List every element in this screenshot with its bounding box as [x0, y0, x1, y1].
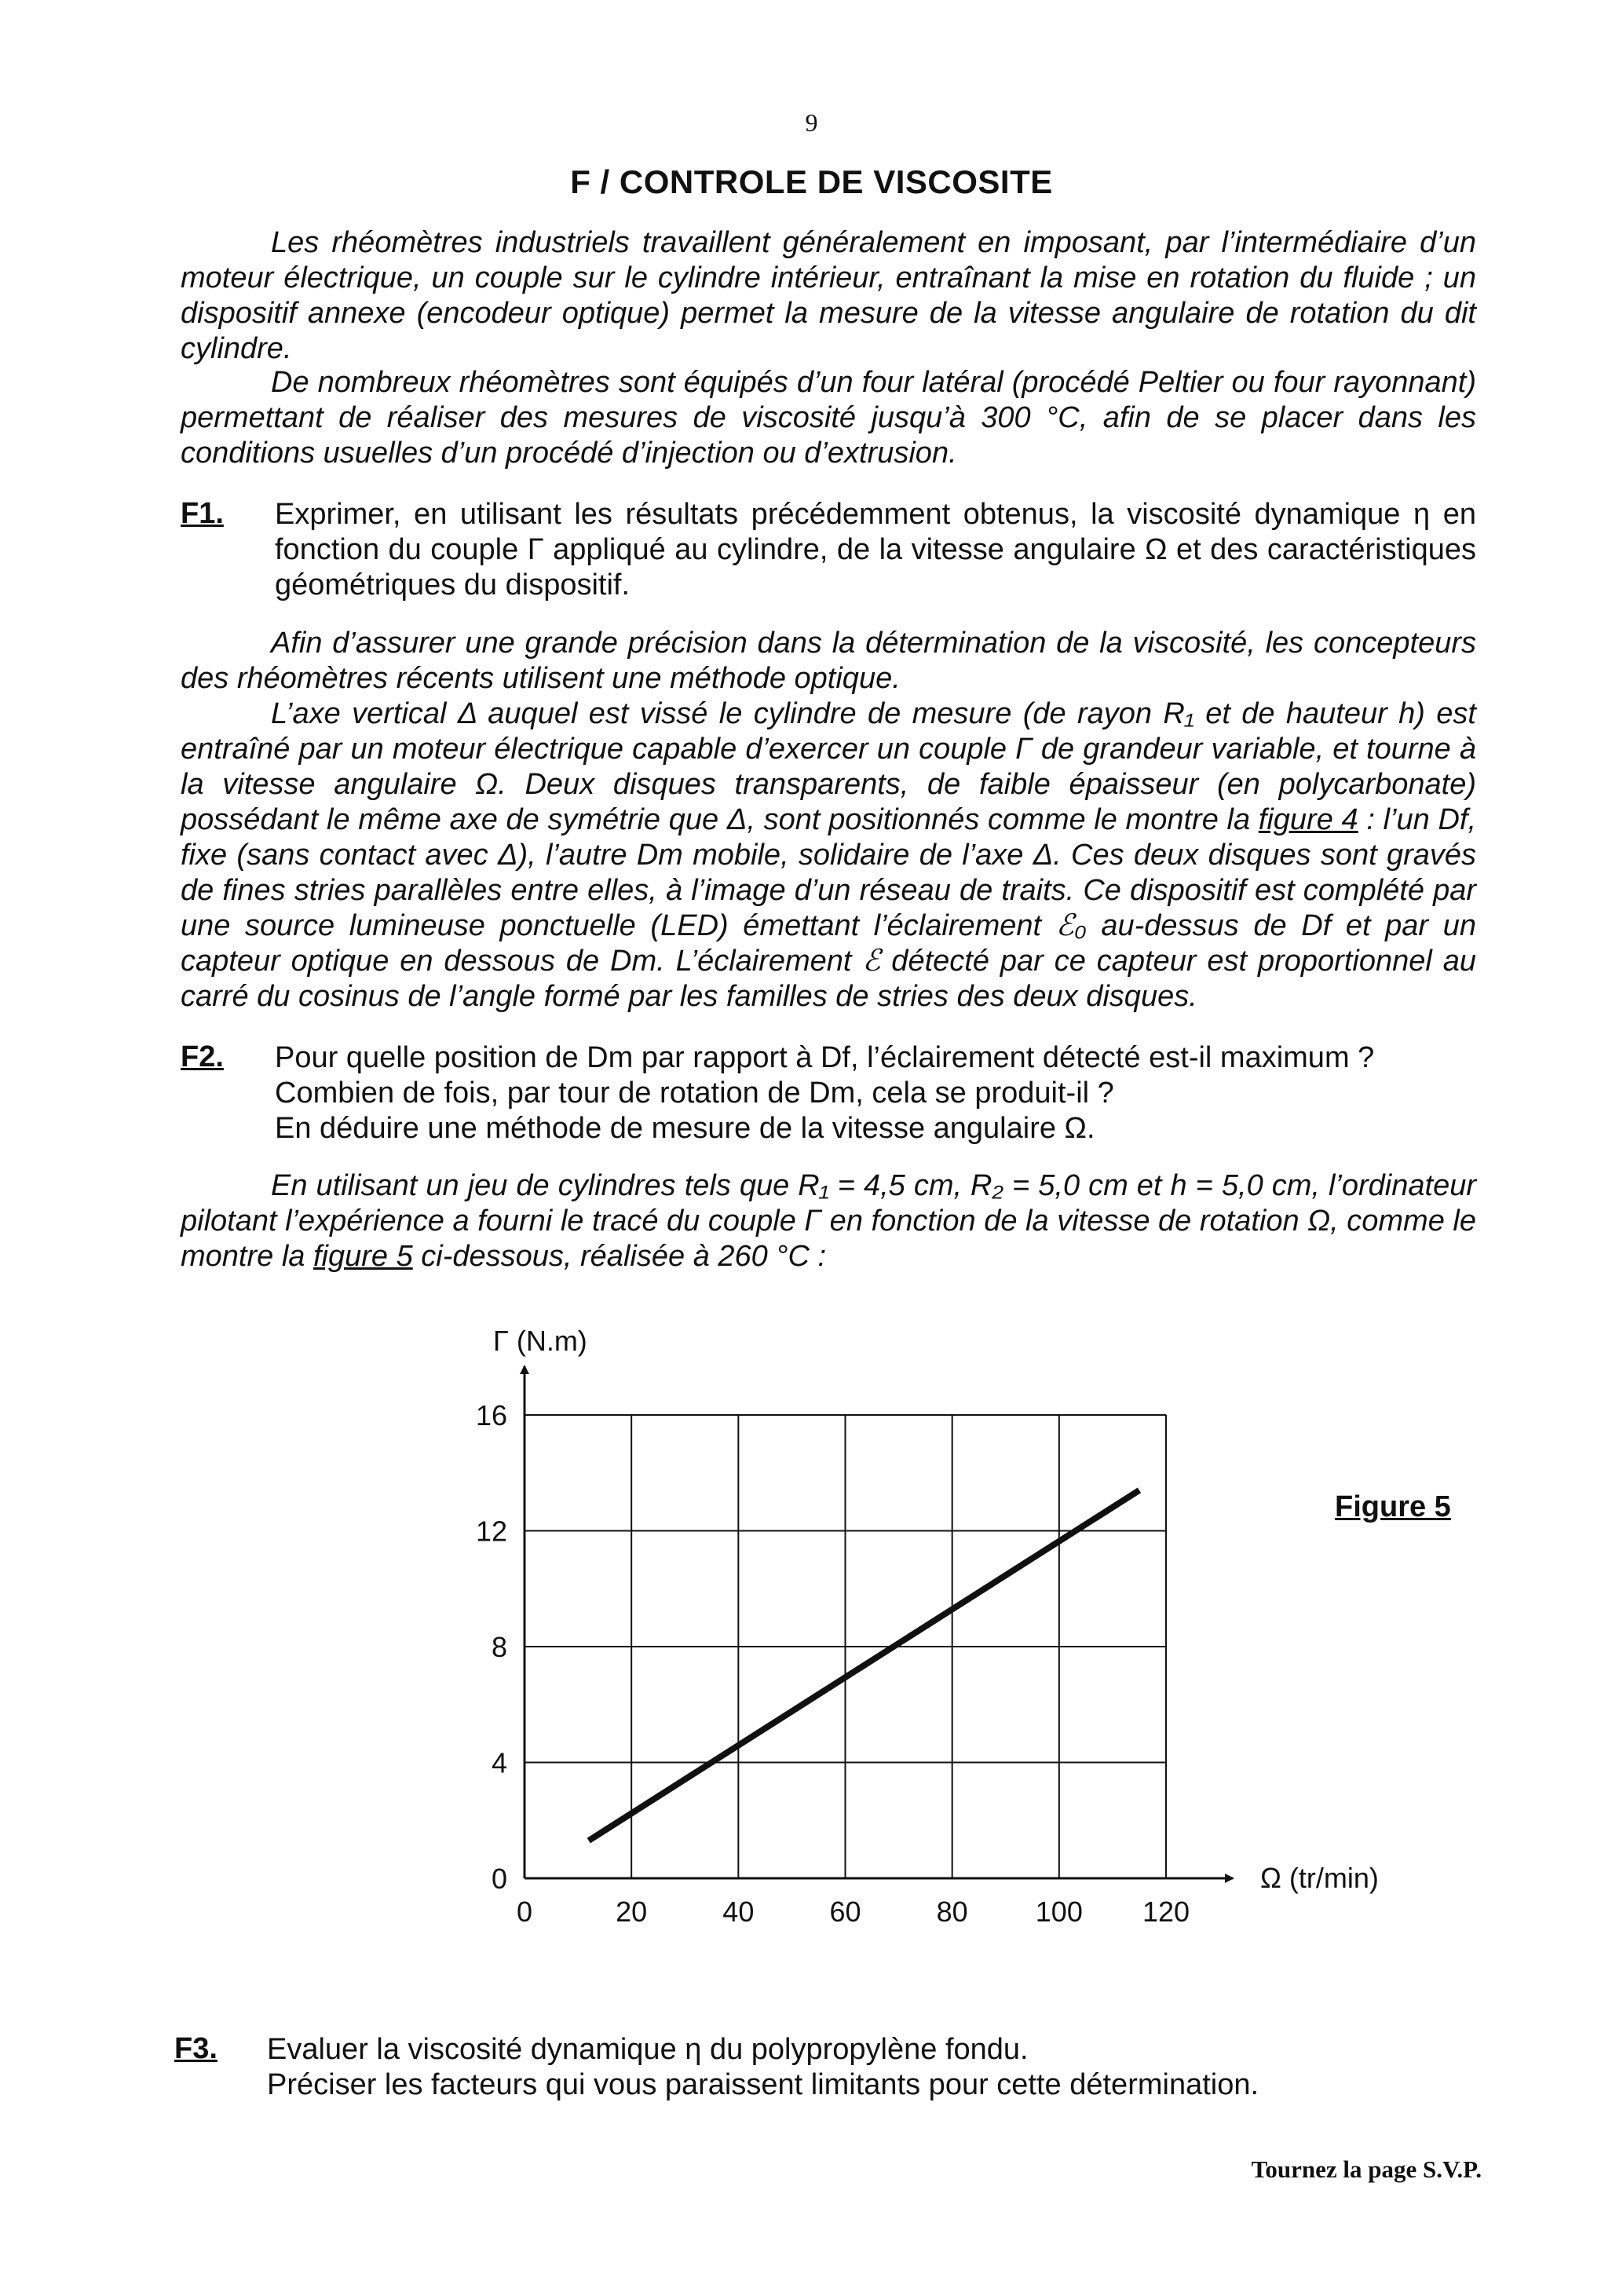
question-f3-line-2: Préciser les facteurs qui vous paraissent limitants pour cette détermination. — [267, 2068, 1259, 2101]
question-f2-text — [275, 1040, 1476, 1146]
question-f3-label: F3. — [174, 2032, 217, 2065]
y-tick-label-16: 16 — [475, 1399, 507, 1431]
question-f3-text — [267, 2032, 1476, 2103]
x-tick-label-40: 40 — [722, 1896, 755, 1928]
optical-paragraph-2 — [181, 696, 1476, 1015]
experiment-text-part1: En utilisant un jeu de cylindres tels que R₁ = 4,5 cm, R₂ = 5,0 cm et h = 5,0 cm, l’ordinateur pilotant l’expérience a fourni le tracé du couple Γ en fonction de la vitesse de rotation Ω, comme le montre la — [181, 1169, 1476, 1273]
series-line-0 — [589, 1490, 1139, 1841]
question-f2-line-1: Pour quelle position de Dm par rapport à Df, l’éclairement détecté est-il maximum ? — [275, 1041, 1375, 1074]
question-f3-line-1: Evaluer la viscosité dynamique η du polypropylène fondu. — [267, 2033, 1029, 2066]
x-tick-label-20: 20 — [616, 1896, 648, 1928]
experiment-text-part2: ci-dessous, réalisée à 260 °C : — [412, 1240, 827, 1273]
x-tick-label-0: 0 — [516, 1896, 533, 1928]
figure-4-reference: figure 4 — [1258, 803, 1358, 836]
question-f1-label: F1. — [181, 497, 224, 530]
question-f2-label: F2. — [181, 1040, 224, 1073]
optical-text-part2: : l’un Df, fixe (sans contact avec Δ), l’autre Dm mobile, solidaire de l’axe Δ. Ces deux disques sont gravés de fines stries parallèles entre elles, à l’image d’un réseau de traits. Ce dispositif est complété par une source lumineuse ponctuelle (LED) émettant l’éclairement ℰ₀ au-dessus de Df et par un capteur optique en dessous de Dm. L’éclairement ℰ détecté par ce capteur est proportionnel au carré du cosinus de l’angle formé par les familles de stries des deux disques. — [181, 803, 1477, 1013]
x-tick-label-80: 80 — [936, 1896, 968, 1928]
optical-text-part1: L’axe vertical Δ auquel est vissé le cylindre de mesure (de rayon R₁ et de hauteur h) est entraîné par un moteur électrique capable d’exercer un couple Γ de grandeur variable, et tourne à la vitesse angulaire Ω. Deux disques transparents, de faible épaisseur (en polycarbonate) possédant le même axe de symétrie que Δ, sont positionnés comme le montre la — [181, 697, 1476, 836]
y-tick-label-12: 12 — [475, 1515, 507, 1548]
question-f2-line-2: Combien de fois, par tour de rotation de Dm, cela se produit-il ? — [275, 1077, 1114, 1110]
y-tick-label-4: 4 — [491, 1746, 507, 1779]
figure-5-label: Figure 5 — [1335, 1490, 1451, 1523]
x-tick-label-120: 120 — [1142, 1896, 1190, 1928]
footer-turn-page: Tournez la page S.V.P. — [1251, 2155, 1482, 2183]
intro-paragraph-1: Les rhéomètres industriels travaillent généralement en imposant, par l’intermédiaire d’un moteur électrique, un couple sur le cylindre intérieur, entraînant la mise en rotation du fluide ; un dispositif annexe (encodeur optique) permet la mesure de la vitesse angulaire de rotation du dit cylindre. — [181, 226, 1476, 365]
intro-paragraph-2: De nombreux rhéomètres sont équipés d’un four latéral (procédé Peltier ou four rayonnant) permettant de réaliser des mesures de viscosité jusqu’à 300 °C, afin de se placer dans les conditions usuelles d’un procédé d’injection ou d’extrusion. — [181, 366, 1476, 470]
section-title: F / CONTROLE DE VISCOSITE — [570, 163, 1053, 200]
page-number: 9 — [805, 108, 818, 137]
y-axis-title: Γ (N.m) — [493, 1325, 587, 1357]
figure-5-reference: figure 5 — [313, 1240, 413, 1273]
x-axis-title: Ω (tr/min) — [1260, 1862, 1379, 1894]
y-tick-label-8: 8 — [491, 1631, 507, 1663]
figure-5-chart — [440, 1319, 1421, 1932]
question-f1-text: Exprimer, en utilisant les résultats précédemment obtenus, la viscosité dynamique η en fonction du couple Γ appliqué au cylindre, de la vitesse angulaire Ω et des caractéristiques géométriques du dispositif. — [275, 498, 1476, 601]
x-tick-label-60: 60 — [829, 1896, 861, 1928]
y-tick-label-0: 0 — [491, 1863, 507, 1895]
experiment-paragraph — [181, 1168, 1476, 1274]
optical-paragraph-1: Afin d’assurer une grande précision dans la détermination de la viscosité, les concepteurs des rhéomètres récents utilisent une méthode optique. — [181, 627, 1476, 695]
x-tick-label-100: 100 — [1035, 1896, 1083, 1928]
question-f2-line-3: En déduire une méthode de mesure de la vitesse angulaire Ω. — [275, 1112, 1095, 1145]
